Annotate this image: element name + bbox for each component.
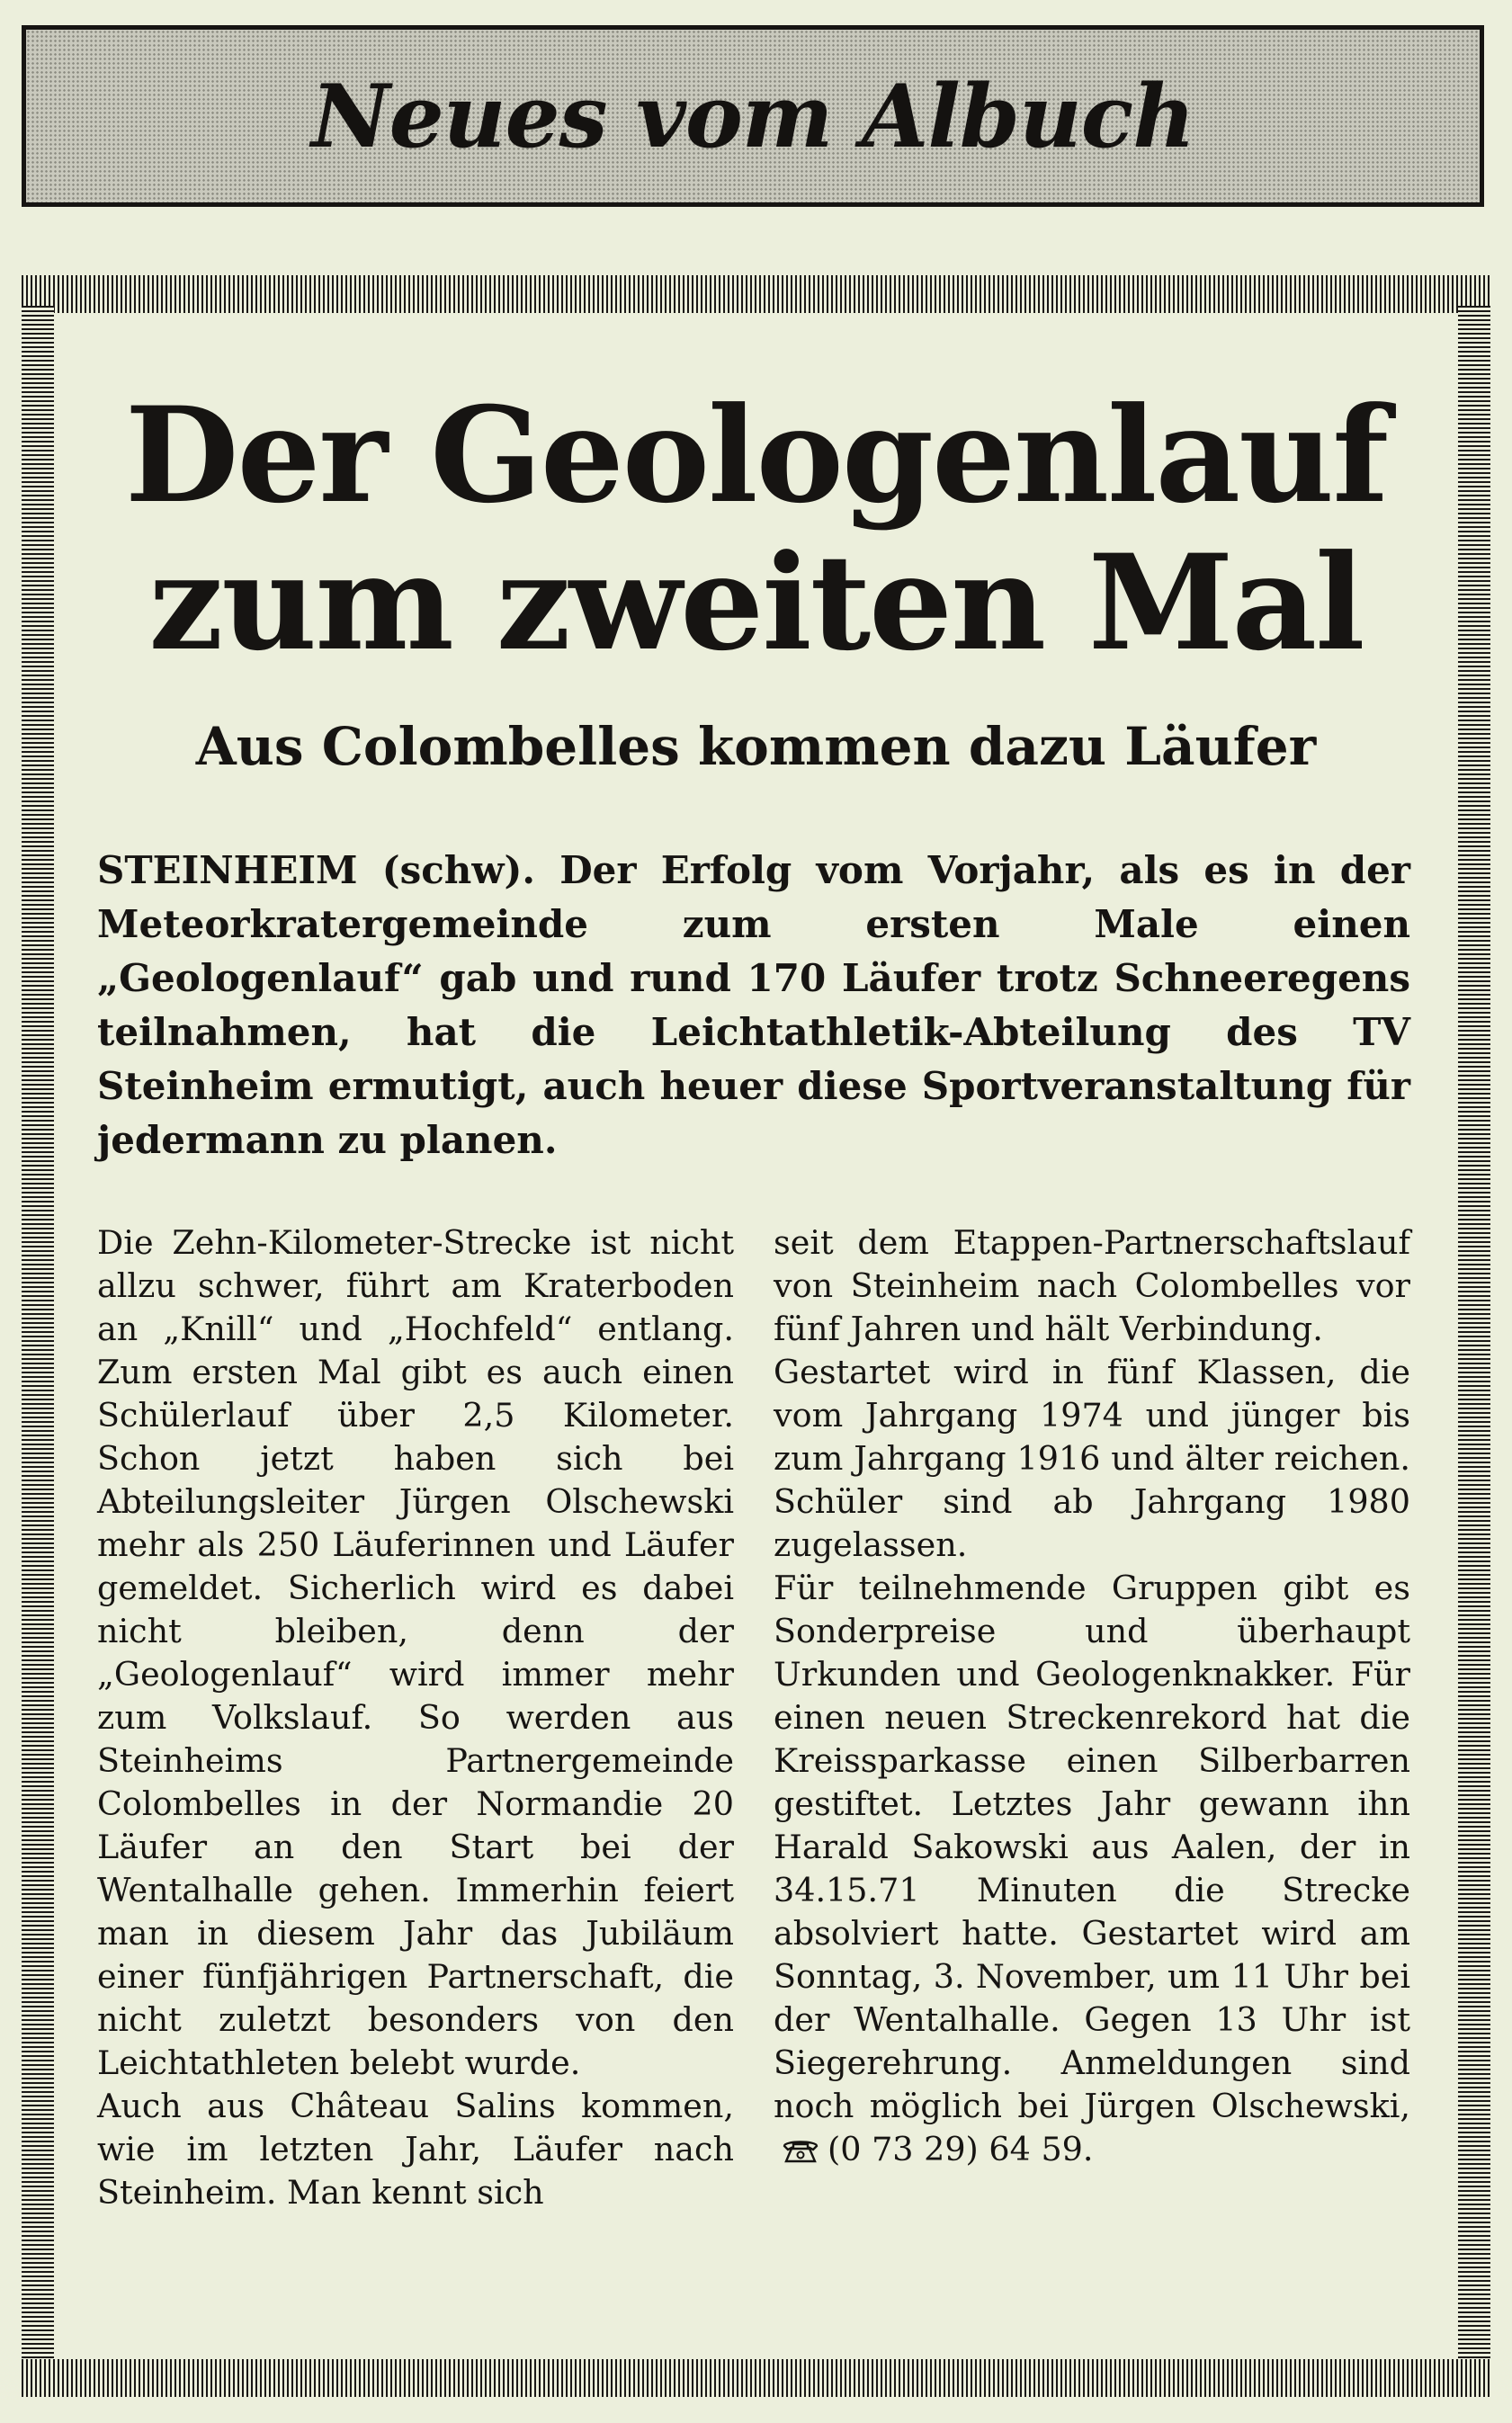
frame-border-top (22, 275, 1490, 313)
body-paragraph: Gestartet wird in fünf Klassen, die vom Jahrgang 1974 und jünger bis zum Jahrgang 1916 und älter reichen. Schüler sind ab Jahrgang 1980 zugelassen. (774, 1353, 1410, 1564)
section-banner (22, 25, 1484, 207)
article-lead-text: Der Erfolg vom Vorjahr, als es in der Meteorkratergemeinde zum ersten Male einen „Geologenlauf“ gab und rund 170 Läufer trotz Schneeregens teilnahmen, hat die Leichtathletik-Abteilung des TV Steinheim ermutigt, auch heuer diese Sportveranstaltung für jedermann zu planen. (97, 848, 1410, 1162)
frame-border-right (1458, 306, 1490, 2365)
article-column-right (774, 1221, 1410, 2214)
body-paragraph (774, 1567, 1410, 2171)
article-subheadline: Aus Colombelles kommen dazu Läufer (195, 716, 1317, 777)
frame-border-bottom (22, 2359, 1490, 2397)
article-body (97, 1221, 1410, 2214)
body-text: Für teilnehmende Gruppen gibt es Sonderpreise und überhaupt Urkunden und Geologenknakker. Für einen neuen Streckenrekord hat die Kreissparkasse einen Silberbarren gestiftet. Letztes Jahr gewann ihn Harald Sakowski aus Aalen, der in 34.15.71 Minuten die Strecke absolviert hatte. Gestartet wird am Sonntag, 3. November, um 11 Uhr bei der Wentalhalle. Gegen 13 Uhr ist Siegerehrung. Anmeldungen sind noch möglich bei Jürgen Olschewski, (774, 1569, 1410, 2125)
section-title: Neues vom Albuch (310, 65, 1195, 167)
frame-border-left (22, 306, 54, 2365)
telephone-icon (781, 2132, 820, 2159)
article-column-left (97, 1221, 734, 2214)
body-paragraph: Die Zehn-Kilometer-Strecke ist nicht allzu schwer, führt am Kraterboden an „Knill“ und „Hochfeld“ entlang. Zum ersten Mal gibt es auch einen Schülerlauf über 2,5 Kilometer. Schon jetzt haben sich bei Abteilungsleiter Jürgen Olschewski mehr als 250 Läuferinnen und Läufer gemeldet. Sicherlich wird es dabei nicht bleiben, denn der „Geologenlauf“ wird immer mehr zum Volkslauf. So werden aus Steinheims Partnergemeinde Colombelles in der Normandie 20 Läufer an den Start bei der Wentalhalle gehen. Immerhin feiert man in diesem Jahr das Jubiläum einer fünfjährigen Partnerschaft, die nicht zuletzt besonders von den Leichtathleten belebt wurde. (97, 1223, 734, 2082)
article-dateline: STEINHEIM (schw). (97, 848, 535, 892)
phone-number: (0 73 29) 64 59. (828, 2130, 1094, 2168)
article-headline: Der Geologenlauf zum zweiten Mal (124, 379, 1388, 680)
body-paragraph: Auch aus Château Salins kommen, wie im letzten Jahr, Läufer nach Steinheim. Man kennt sich (97, 2087, 734, 2212)
body-paragraph: seit dem Etappen-Partnerschaftslauf von Steinheim nach Colombelles vor fünf Jahren und hält Verbindung. (774, 1223, 1410, 1348)
article-lead (97, 844, 1410, 1167)
